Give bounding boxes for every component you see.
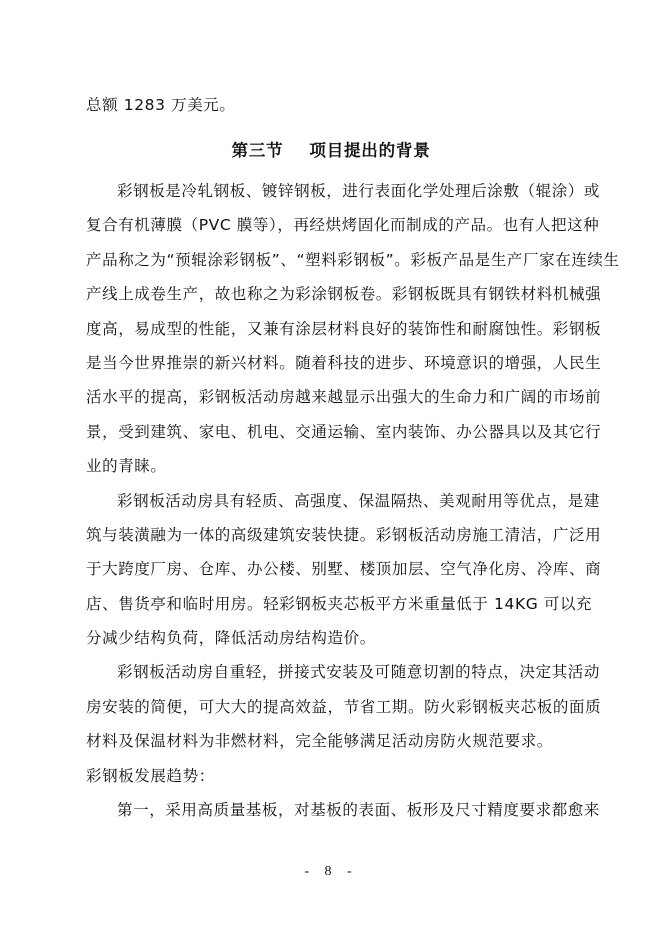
- intro-line: 总额 1283 万美元。: [86, 96, 236, 114]
- paragraph-2: [86, 484, 602, 656]
- paragraph-line: 店、售货亭和临时用房。轻彩钢板夹芯板平方米重量低于 14KG 可以充: [86, 594, 593, 613]
- section-heading: [0, 136, 662, 166]
- paragraph-line: 彩钢板是冷轧钢板、镀锌钢板，进行表面化学处理后涂敷（辊涂）或: [117, 182, 601, 200]
- paragraph-line: 度高，易成型的性能，又兼有涂层材料良好的装饰性和耐腐蚀性。彩钢板: [86, 319, 602, 338]
- trend-heading: 彩钢板发展趋势：: [86, 766, 215, 785]
- section-title: 项目提出的背景: [309, 141, 431, 160]
- paragraph-line: 筑与装潢融为一体的高级建筑安装快捷。彩钢板活动房施工清洁，广泛用: [86, 525, 602, 544]
- section-number: 第三节: [231, 141, 284, 160]
- paragraph-line: 活水平的提高，彩钢板活动房越来越显示出强大的生命力和广阔的市场前: [86, 388, 602, 407]
- paragraph-line: 是当今世界推崇的新兴材料。随着科技的进步、环境意识的增强，人民生: [86, 353, 602, 372]
- paragraph-line: 材料及保温材料为非燃材料，完全能够满足活动房防火规范要求。: [86, 732, 553, 751]
- page-number: - 8 -: [304, 864, 358, 879]
- intro-text: [86, 88, 586, 122]
- trend-first-line: 第一，采用高质量基板，对基板的表面、板形及尺寸精度要求都愈来: [117, 801, 601, 820]
- paragraph-line: 彩钢板活动房具有轻质、高强度、保温隔热、美观耐用等优点，是建: [117, 491, 601, 510]
- paragraph-line: 分减少结构负荷，降低活动房结构造价。: [86, 629, 376, 648]
- paragraph-line: 房安装的简便，可大大的提高效益，节省工期。防火彩钢板夹芯板的面质: [86, 697, 602, 716]
- paragraph-1: [86, 174, 620, 484]
- paragraph-line: 产线上成卷生产，故也称之为彩涂钢板卷。彩钢板既具有钢铁材料机械强: [86, 285, 602, 304]
- body-text: [86, 174, 620, 827]
- paragraph-line: 于大跨度厂房、仓库、办公楼、别墅、楼顶加层、空气净化房、冷库、商: [86, 560, 602, 579]
- paragraph-line: 彩钢板活动房自重轻，拼接式安装及可随意切割的特点，决定其活动: [117, 663, 601, 682]
- paragraph-line: 复合有机薄膜（PVC 膜等），再经烘烤固化而制成的产品。也有人把这种: [86, 216, 600, 235]
- paragraph-line: 产品称之为“预辊涂彩钢板”、“塑料彩钢板”。彩板产品是生产厂家在连续生: [86, 250, 620, 269]
- paragraph-3: [86, 655, 602, 758]
- trend-section: [86, 759, 601, 828]
- paragraph-line: 景，受到建筑、家电、机电、交通运输、室内装饰、办公器具以及其它行: [86, 422, 602, 441]
- paragraph-line: 业的青睐。: [86, 457, 167, 476]
